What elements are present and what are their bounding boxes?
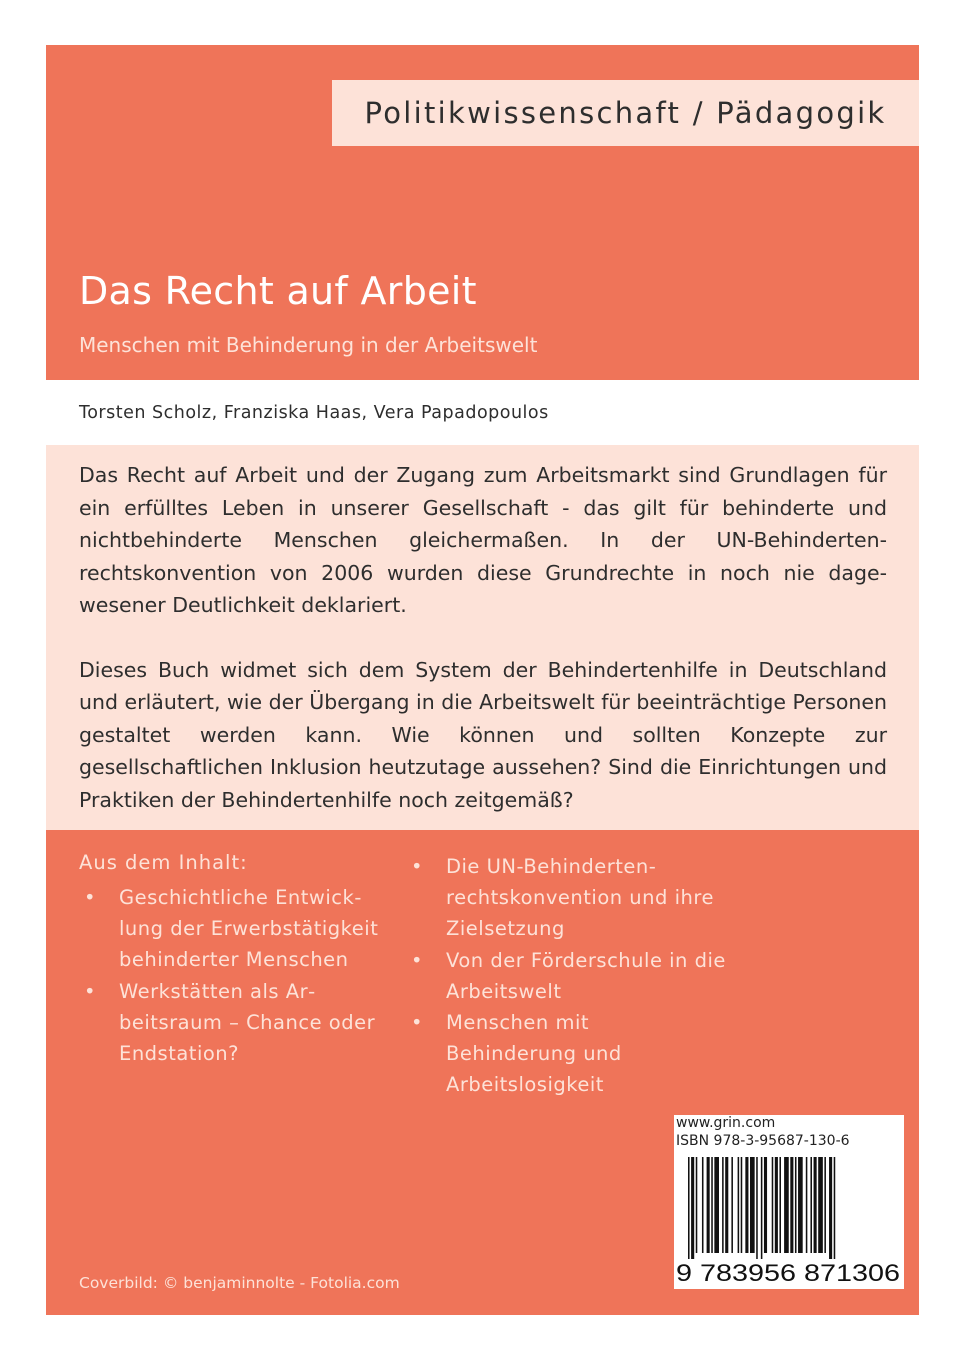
book-title: Das Recht auf Arbeit bbox=[79, 269, 477, 313]
contents-item-text: Geschichtliche Entwicklung der Erwerbstätigkeit behinderter Menschen bbox=[119, 886, 379, 972]
description-paragraph: Das Recht auf Arbeit und der Zugang zum Arbeitsmarkt sind Grundlagen für ein erfülltes Leben in unserer Gesellschaft - das gilt für behinderte und nichtbehinderte Menschen gleichermaßen. In der UN-Behindertenrechtskonvention von 2006 wurden diese Grundrechte in noch nie dagewesener Deutlichkeit deklariert. bbox=[79, 463, 887, 617]
barcode bbox=[674, 1153, 904, 1289]
description-paragraph: Dieses Buch widmet sich dem System der Behindertenhilfe in Deutschland und erläutert, wie der Übergang in die Arbeitswelt für beeinträchtige Personen gestaltet werden kann. Wie können und sollten Konzepte zur gesellschaftlichen Inklusion heutzutage aussehen? Sind die Einrichtungen und Praktiken der Behindertenhilfe noch zeitgemäß? bbox=[79, 657, 887, 812]
barcode-bar bbox=[795, 1157, 797, 1253]
barcode-bar bbox=[725, 1157, 728, 1253]
barcode-bar bbox=[702, 1157, 704, 1253]
barcode-digits: 9 783956 871306 bbox=[676, 1260, 900, 1287]
barcode-bar bbox=[711, 1157, 713, 1253]
barcode-bar bbox=[722, 1157, 724, 1253]
barcode-bar bbox=[829, 1157, 832, 1259]
contents-item bbox=[406, 945, 726, 1007]
publisher-block bbox=[674, 1115, 904, 1289]
contents-item bbox=[79, 882, 379, 976]
barcode-bar bbox=[824, 1157, 826, 1253]
contents-item-text: Menschen mit Behinderung und Arbeitslosigkeit bbox=[446, 1011, 622, 1097]
barcode-bar bbox=[696, 1157, 698, 1253]
contents-item-text: Werkstätten als Arbeitsraum – Chance oder Endstation? bbox=[119, 979, 376, 1066]
contents-item bbox=[406, 1007, 726, 1101]
book-back-cover bbox=[46, 45, 919, 1315]
barcode-bar bbox=[731, 1157, 733, 1253]
cover-credit: Coverbild: © benjaminnolte - Fotolia.com bbox=[79, 1274, 400, 1292]
barcode-bar bbox=[738, 1157, 740, 1253]
barcode-bar bbox=[810, 1157, 812, 1253]
bullet-icon: • bbox=[84, 979, 97, 1003]
barcode-bar bbox=[745, 1157, 748, 1253]
barcode-bar bbox=[798, 1157, 803, 1253]
contents-item-text: Die UN-Behindertenrechtskonvention und ihre Zielsetzung bbox=[446, 855, 714, 941]
contents-list-right bbox=[406, 851, 726, 1101]
barcode-bar bbox=[806, 1157, 808, 1253]
bullet-icon: • bbox=[411, 855, 424, 878]
barcode-bar bbox=[756, 1157, 758, 1259]
barcode-bar bbox=[772, 1157, 774, 1253]
barcode-bar bbox=[784, 1157, 789, 1253]
barcode-bar bbox=[775, 1157, 778, 1253]
barcode-bar bbox=[707, 1157, 710, 1253]
barcode-bar bbox=[818, 1157, 823, 1253]
description-band bbox=[46, 445, 919, 830]
barcode-bar bbox=[691, 1157, 694, 1259]
barcode-bar bbox=[834, 1157, 836, 1259]
bullet-icon: • bbox=[411, 948, 424, 972]
bullet-icon: • bbox=[84, 886, 97, 909]
header-band bbox=[46, 45, 919, 380]
isbn: ISBN 978-3-95687-130-6 bbox=[676, 1133, 850, 1149]
category-label-box bbox=[332, 80, 919, 146]
contents-item bbox=[79, 976, 379, 1070]
contents-item-text: Von der Förderschule in die Arbeitswelt bbox=[446, 948, 726, 1003]
barcode-bar bbox=[779, 1157, 781, 1253]
bullet-icon: • bbox=[411, 1011, 424, 1035]
contents-title: Aus dem Inhalt: bbox=[79, 851, 248, 874]
authors: Torsten Scholz, Franziska Haas, Vera Papadopoulos bbox=[79, 403, 549, 423]
barcode-bar bbox=[741, 1157, 743, 1253]
barcode-bar bbox=[790, 1157, 793, 1253]
contents-band bbox=[46, 830, 919, 1315]
contents-item bbox=[406, 851, 726, 945]
barcode-bar bbox=[714, 1157, 719, 1253]
barcode-bar bbox=[750, 1157, 755, 1253]
publisher-url: www.grin.com bbox=[676, 1115, 776, 1131]
barcode-bar bbox=[688, 1157, 690, 1259]
contents-list-left bbox=[79, 882, 379, 1069]
barcode-bar bbox=[764, 1157, 767, 1253]
barcode-bar bbox=[761, 1157, 763, 1259]
book-subtitle: Menschen mit Behinderung in der Arbeitswelt bbox=[79, 333, 538, 357]
description bbox=[79, 459, 887, 816]
barcode-bar bbox=[814, 1157, 817, 1253]
barcode-bars bbox=[688, 1157, 835, 1259]
category-label: Politikwissenschaft / Pädagogik bbox=[364, 96, 887, 130]
